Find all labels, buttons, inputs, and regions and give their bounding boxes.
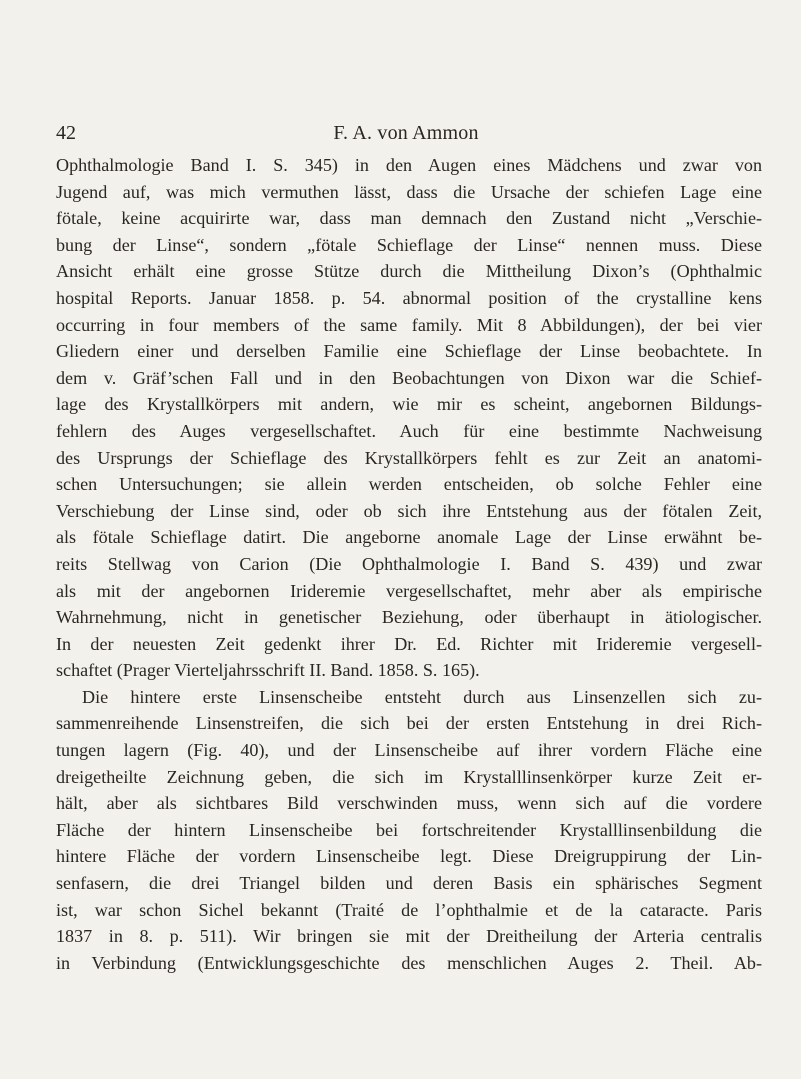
text-line: Gliedern einer und derselben Familie eine Schieflage der Linse beobachtete. In (56, 341, 762, 362)
text-line: hospital Reports. Januar 1858. p. 54. abnormal position of the crystalline kens (56, 287, 762, 308)
text-line: sammenreihende Linsenstreifen, die sich bei der ersten Entstehung in drei Rich- (56, 713, 762, 734)
text-line: Fläche der hintern Linsenscheibe bei fortschreitender Krystalllinsenbildung die (56, 819, 762, 840)
text-line: als fötale Schieflage datirt. Die angeborne anomale Lage der Linse erwähnt be- (56, 527, 762, 548)
text-line: bung der Linse“, sondern „fötale Schieflage der Linse“ nennen muss. Diese (56, 234, 762, 255)
running-title: F. A. von Ammon (333, 122, 479, 144)
text-line: reits Stellwag von Carion (Die Ophthalmologie I. Band S. 439) und zwar (56, 553, 762, 574)
text-line: dreigetheilte Zeichnung geben, die sich im Krystalllinsenkörper kurze Zeit er- (56, 766, 762, 787)
text-line: als mit der angebornen Irideremie vergesellschaftet, mehr aber als empirische (56, 580, 762, 601)
text-line: hält, aber als sichtbares Bild verschwinden muss, wenn sich auf die vordere (56, 793, 762, 814)
text-line: in Verbindung (Entwicklungsgeschichte des menschlichen Auges 2. Theil. Ab- (56, 952, 762, 973)
text-line: Jugend auf, was mich vermuthen lässt, dass die Ursache der schiefen Lage eine (56, 181, 762, 202)
text-line: fehlern des Auges vergesellschaftet. Auch für eine bestimmte Nachweisung (56, 420, 762, 441)
text-line: senfasern, die drei Triangel bilden und deren Basis ein sphärisches Segment (56, 873, 762, 894)
text-line: fötale, keine acquirirte war, dass man demnach den Zustand nicht „Verschie- (56, 208, 762, 229)
text-line: ist, war schon Sichel bekannt (Traité de l’ophthalmie et de la cataracte. Paris (56, 899, 762, 920)
page-number: 42 (56, 122, 76, 144)
text-line: 1837 in 8. p. 511). Wir bringen sie mit der Dreitheilung der Arteria centralis (56, 926, 762, 947)
text-line-paragraph-start: Die hintere erste Linsenscheibe entsteht durch aus Linsenzellen sich zu- (82, 686, 762, 707)
text-line: Wahrnehmung, nicht in genetischer Beziehung, oder überhaupt in ätiologischer. (56, 607, 762, 628)
text-line: schen Untersuchungen; sie allein werden entscheiden, ob solche Fehler eine (56, 474, 762, 495)
text-line: Verschiebung der Linse sind, oder ob sich ihre Entstehung aus der fötalen Zeit, (56, 500, 762, 521)
text-line: Ansicht erhält eine grosse Stütze durch die Mittheilung Dixon’s (Ophthalmic (56, 261, 762, 282)
body-text (56, 152, 762, 976)
text-line: occurring in four members of the same family. Mit 8 Abbildungen), der bei vier (56, 314, 762, 335)
text-line: lage des Krystallkörpers mit andern, wie mir es scheint, angebornen Bildungs- (56, 394, 762, 415)
text-line: des Ursprungs der Schieflage des Krystallkörpers fehlt es zur Zeit an anatomi- (56, 447, 762, 468)
text-line: In der neuesten Zeit gedenkt ihrer Dr. Ed. Richter mit Irideremie vergesell- (56, 633, 762, 654)
running-header (56, 122, 756, 146)
text-line: tungen lagern (Fig. 40), und der Linsenscheibe auf ihrer vordern Fläche eine (56, 740, 762, 761)
text-line: dem v. Gräf’schen Fall und in den Beobachtungen von Dixon war die Schief- (56, 367, 762, 388)
text-line: hintere Fläche der vordern Linsenscheibe legt. Diese Dreigruppirung der Lin- (56, 846, 762, 867)
text-line: Ophthalmologie Band I. S. 345) in den Augen eines Mädchens und zwar von (56, 155, 762, 175)
text-line-paragraph-end: schaftet (Prager Vierteljahrsschrift II. Band. 1858. S. 165). (56, 660, 480, 681)
